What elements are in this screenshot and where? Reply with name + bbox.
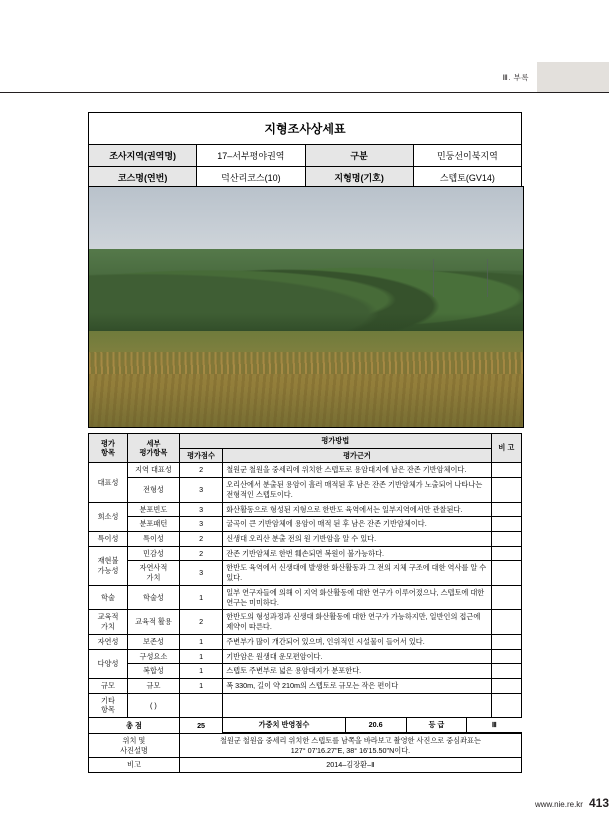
region-value: 17–서부평야권역 bbox=[197, 145, 305, 167]
table-header-row bbox=[89, 434, 522, 449]
region-label: 조사지역(권역명) bbox=[89, 145, 197, 167]
table-title: 지형조사상세표 bbox=[89, 113, 522, 145]
subitem: 민감성 bbox=[127, 546, 179, 561]
subitem: ( ) bbox=[127, 693, 179, 717]
category-irreproducibility: 재현불 가능성 bbox=[89, 546, 128, 585]
header-eval-method: 평가방법 bbox=[179, 434, 491, 449]
note bbox=[491, 664, 521, 679]
course-label: 코스명(연번) bbox=[89, 167, 197, 189]
score: 2 bbox=[179, 463, 222, 478]
category-other: 기타 항목 bbox=[89, 693, 128, 717]
basis: 신생대 오리산 분출 전의 원 기반암을 알 수 있다. bbox=[223, 532, 491, 547]
note bbox=[491, 478, 521, 502]
subitem: 규모 bbox=[127, 678, 179, 693]
basis: 주변부가 많이 개간되어 있으며, 인위적인 시설물이 들어서 있다. bbox=[223, 634, 491, 649]
header-chapter-label: Ⅲ. 부록 bbox=[502, 73, 529, 82]
score: 3 bbox=[179, 502, 222, 517]
category-uniqueness: 특이성 bbox=[89, 532, 128, 547]
table-row bbox=[89, 678, 522, 693]
landform-label: 지형명(기호) bbox=[305, 167, 413, 189]
site-photograph bbox=[88, 186, 524, 428]
header-basis: 평가근거 bbox=[223, 448, 491, 463]
category-academic: 학술 bbox=[89, 585, 128, 609]
score: 1 bbox=[179, 678, 222, 693]
table-row bbox=[89, 693, 522, 717]
grade-value: Ⅲ bbox=[467, 718, 522, 732]
subitem: 분포빈도 bbox=[127, 502, 179, 517]
category-naturalness: 자연성 bbox=[89, 634, 128, 649]
category-diversity: 다양성 bbox=[89, 649, 128, 678]
table-row bbox=[89, 113, 522, 145]
basis bbox=[223, 693, 491, 717]
subitem: 자연사적 가치 bbox=[127, 561, 179, 585]
weighted-score-label: 가중치 반영점수 bbox=[223, 718, 345, 732]
total-score: 25 bbox=[179, 718, 222, 734]
note bbox=[491, 502, 521, 517]
subitem: 구성요소 bbox=[127, 649, 179, 664]
score: 1 bbox=[179, 664, 222, 679]
table-row bbox=[89, 649, 522, 664]
basis: 폭 330m, 길이 약 210m의 스텝토로 규모는 작은 편이다 bbox=[223, 678, 491, 693]
note bbox=[491, 649, 521, 664]
photo-grassland bbox=[89, 360, 523, 427]
remark-value: 2014–김장환–Ⅱ bbox=[179, 758, 521, 773]
header-eval-category: 평가 항목 bbox=[89, 434, 128, 463]
survey-info-table bbox=[88, 112, 522, 189]
score: 2 bbox=[179, 532, 222, 547]
subitem: 보존성 bbox=[127, 634, 179, 649]
score: 2 bbox=[179, 546, 222, 561]
table-row bbox=[89, 546, 522, 561]
category-educational: 교육적 가치 bbox=[89, 610, 128, 634]
photo-utility-pole bbox=[433, 259, 434, 297]
note bbox=[491, 610, 521, 634]
page-number: 413 bbox=[588, 796, 609, 810]
table-row bbox=[89, 502, 522, 517]
score: 3 bbox=[179, 517, 222, 532]
header-tab-block bbox=[537, 62, 609, 92]
subitem: 교육적 활용 bbox=[127, 610, 179, 634]
page-footer bbox=[535, 796, 609, 810]
table-row bbox=[89, 610, 522, 634]
table-row bbox=[89, 463, 522, 478]
remark-row bbox=[89, 758, 522, 773]
photo-treeline bbox=[89, 249, 523, 340]
evaluation-table bbox=[88, 433, 522, 773]
note bbox=[491, 634, 521, 649]
table-row bbox=[89, 145, 522, 167]
division-value: 민둥선이북지역 bbox=[413, 145, 521, 167]
header-rule bbox=[0, 92, 609, 93]
score: 1 bbox=[179, 649, 222, 664]
total-label: 총 점 bbox=[89, 718, 180, 734]
table-row bbox=[89, 664, 522, 679]
table-row bbox=[89, 517, 522, 532]
score: 3 bbox=[179, 478, 222, 502]
header-eval-subitem: 세부 평가항목 bbox=[127, 434, 179, 463]
table-row bbox=[89, 532, 522, 547]
header-score: 평가점수 bbox=[179, 448, 222, 463]
note bbox=[491, 517, 521, 532]
score bbox=[179, 693, 222, 717]
note bbox=[491, 532, 521, 547]
table-row bbox=[89, 561, 522, 585]
grade-label: 등 급 bbox=[406, 718, 467, 732]
note bbox=[491, 693, 521, 717]
basis: 기반암은 원생대 운모편암이다. bbox=[223, 649, 491, 664]
table-row bbox=[89, 634, 522, 649]
header-note: 비 고 bbox=[491, 434, 521, 463]
score: 1 bbox=[179, 634, 222, 649]
location-row bbox=[89, 733, 522, 757]
subitem: 분포패턴 bbox=[127, 517, 179, 532]
basis: 오리산에서 분출된 용암이 흘러 매적된 후 남은 잔존 기반암체가 노출되어 나타나는 전형적인 스텝토이다. bbox=[223, 478, 491, 502]
subitem: 복합성 bbox=[127, 664, 179, 679]
subitem: 전형성 bbox=[127, 478, 179, 502]
note bbox=[491, 678, 521, 693]
footer-site: www.nie.re.kr bbox=[534, 800, 583, 809]
score: 2 bbox=[179, 610, 222, 634]
photo-utility-pole bbox=[487, 259, 488, 297]
category-rarity: 희소성 bbox=[89, 502, 128, 531]
basis: 스텝토 주변부로 넓은 용암대지가 분포한다. bbox=[223, 664, 491, 679]
subitem: 특이성 bbox=[127, 532, 179, 547]
subitem: 학술성 bbox=[127, 585, 179, 609]
note bbox=[491, 585, 521, 609]
category-representativeness: 대표성 bbox=[89, 463, 128, 502]
score: 1 bbox=[179, 585, 222, 609]
course-value: 덕산리코스(10) bbox=[197, 167, 305, 189]
note bbox=[491, 463, 521, 478]
score: 3 bbox=[179, 561, 222, 585]
table-row bbox=[89, 478, 522, 502]
basis: 화산활동으로 형성된 지형으로 한반도 육역에서는 일부지역에서만 관찰된다. bbox=[223, 502, 491, 517]
category-scale: 규모 bbox=[89, 678, 128, 693]
basis: 한반도의 형성과정과 신생대 화산활동에 대한 연구가 가능하지만, 일반인의 접근에 제약이 따른다. bbox=[223, 610, 491, 634]
basis: 철원군 철원을 중세리에 위치한 스텝토로 용암대지에 남은 잔존 기반암체이다. bbox=[223, 463, 491, 478]
basis: 일부 연구자들에 의해 이 지역 화산활동에 대한 연구가 이루어졌으나, 스텝토에 대한 연구는 미미하다. bbox=[223, 585, 491, 609]
note bbox=[491, 561, 521, 585]
division-label: 구분 bbox=[305, 145, 413, 167]
basis: 한반도 육역에서 신생대에 발생한 화산활동과 그 전의 지체 구조에 대한 역사를 알 수 있다. bbox=[223, 561, 491, 585]
weighted-score-value: 20.6 bbox=[345, 718, 406, 732]
remark-label: 비고 bbox=[89, 758, 180, 773]
basis: 잔존 기반암체로 한번 훼손되면 복원이 불가능하다. bbox=[223, 546, 491, 561]
location-description: 철원군 철원읍 중세리 위치한 스텝토를 남쪽을 바라보고 촬영한 사진으로 중심좌표는 127° 07'16.27"E, 38° 16'15.50"N이다. bbox=[179, 733, 521, 757]
subitem: 지역 대표성 bbox=[127, 463, 179, 478]
total-row bbox=[89, 718, 522, 734]
basis: 굴곡이 큰 기반암체에 용암이 매적 된 후 남은 잔존 기반암체이다. bbox=[223, 517, 491, 532]
note bbox=[491, 546, 521, 561]
landform-value: 스텝토(GV14) bbox=[413, 167, 521, 189]
location-label: 위치 및 사진설명 bbox=[89, 733, 180, 757]
table-row bbox=[89, 585, 522, 609]
